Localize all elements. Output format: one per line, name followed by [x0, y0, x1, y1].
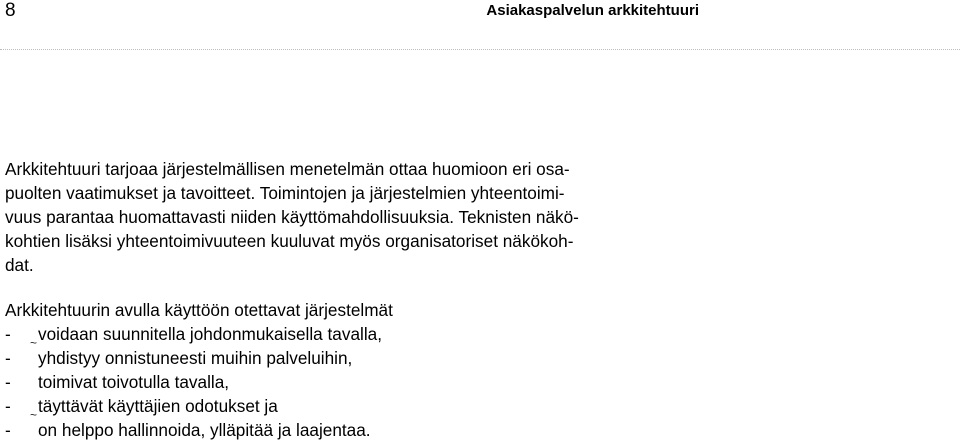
header-divider — [0, 49, 960, 50]
paragraph-line: puolten vaatimukset ja tavoitteet. Toimintojen ja järjestelmien yhteentoimi- — [5, 183, 565, 204]
paragraph-line: vuus parantaa huomattavasti niiden käyttömahdollisuuksia. Teknisten näkö- — [5, 207, 579, 228]
dash-bullet: - — [5, 324, 11, 344]
paragraph-line: dat. — [5, 255, 34, 276]
running-header-title: Asiakaspalvelun arkkitehtuuri — [486, 2, 699, 19]
dash-bullet: - — [5, 348, 11, 369]
dash-bullet: - — [5, 396, 11, 417]
tilde-mark: ~ — [30, 408, 38, 423]
list-item-text: yhdistyy onnistuneesti muihin palveluihin, — [38, 348, 353, 369]
paragraph-line: Arkkitehtuuri tarjoaa järjestelmällisen menetelmän ottaa huomioon eri osa- — [5, 159, 570, 179]
list-intro: Arkkitehtuurin avulla käyttöön otettavat järjestelmät — [5, 300, 393, 320]
body-paragraph-2-intro — [5, 298, 725, 322]
tilde-mark: ~ — [30, 336, 38, 351]
dash-bullet: - — [5, 372, 11, 393]
list-item-text: täyttävät käyttäjien odotukset ja — [38, 396, 278, 417]
list-item-text: voidaan suunnitella johdonmukaisella tavalla, — [38, 324, 382, 344]
list-item-text: on helppo hallinnoida, ylläpitää ja laajentaa. — [38, 420, 371, 441]
list-item-text: toimivat toivotulla tavalla, — [38, 372, 230, 393]
dash-bullet: - — [5, 420, 11, 441]
page-number: 8 — [5, 0, 16, 21]
paragraph-line: kohtien lisäksi yhteentoimivuuteen kuuluvat myös organisatoriset näkökoh- — [5, 231, 574, 252]
body-paragraph-1 — [5, 157, 725, 277]
